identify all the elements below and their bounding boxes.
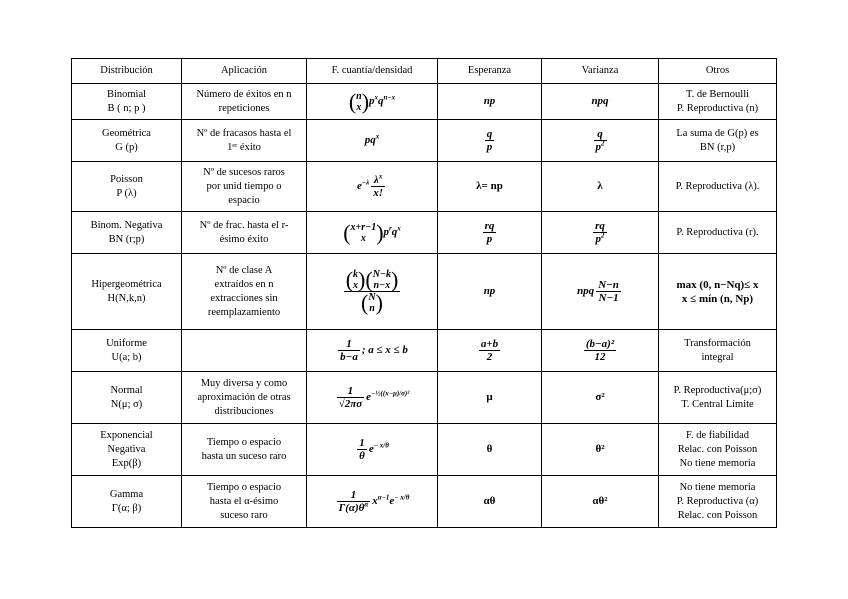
table-row-poisson bbox=[72, 162, 777, 212]
formula-cell: ( k x ) ( N−k n−x ) ( N n ) bbox=[307, 254, 438, 330]
esperanza-cell: αθ bbox=[438, 476, 542, 528]
otros-cell: La suma de G(p) es BN (r,p) bbox=[659, 120, 777, 162]
dist-cell: Binom. Negativa BN (r;p) bbox=[72, 212, 182, 254]
header-funcion: F. cuantía/densidad bbox=[307, 59, 438, 84]
formula-cell: $\frac{1}{b-a}$ ; a ≤ x ≤ b bbox=[307, 330, 438, 372]
formula-cell: ( n x ) $p^xq^{n-x}$ bbox=[307, 84, 438, 120]
varianza-cell: λ bbox=[542, 162, 659, 212]
otros-cell: P. Reproductiva (λ). bbox=[659, 162, 777, 212]
dist-cell: Geométrica G (p) bbox=[72, 120, 182, 162]
esperanza-cell: np bbox=[438, 84, 542, 120]
app-cell: Tiempo o espacio hasta un suceso raro bbox=[182, 424, 307, 476]
table-row-binom-negativa bbox=[72, 212, 777, 254]
otros-cell: max (0, n−Nq)≤ x x ≤ mín (n, Np) bbox=[659, 254, 777, 330]
dist-cell: Gamma Γ(α; β) bbox=[72, 476, 182, 528]
esperanza-cell: $\frac{q}{p}$ bbox=[438, 120, 542, 162]
table-row-exponencial bbox=[72, 424, 777, 476]
varianza-cell: npq bbox=[542, 84, 659, 120]
varianza-cell: npq $\frac{N-n}{N-1}$ bbox=[542, 254, 659, 330]
dist-cell: Poisson P (λ) bbox=[72, 162, 182, 212]
app-cell: Nº de sucesos raros por unid tiempo o espacio bbox=[182, 162, 307, 212]
esperanza-cell: λ= np bbox=[438, 162, 542, 212]
table-row-gamma bbox=[72, 476, 777, 528]
app-cell: Número de éxitos en n repeticiones bbox=[182, 84, 307, 120]
formula-cell: $\frac{1}{\theta}$ $e^{- x/\theta}$ bbox=[307, 424, 438, 476]
varianza-cell: θ² bbox=[542, 424, 659, 476]
varianza-cell: $\frac{q}{p^2}$ bbox=[542, 120, 659, 162]
esperanza-cell: θ bbox=[438, 424, 542, 476]
table-row-binomial bbox=[72, 84, 777, 120]
esperanza-cell: μ bbox=[438, 372, 542, 424]
dist-cell: Exponencial Negativa Exp(β) bbox=[72, 424, 182, 476]
otros-cell: Transformación integral bbox=[659, 330, 777, 372]
varianza-cell: $\frac{\text{(b−a)²}}{12}$ bbox=[542, 330, 659, 372]
table-row-geometrica bbox=[72, 120, 777, 162]
dist-cell: Uniforme U(a; b) bbox=[72, 330, 182, 372]
otros-cell: No tiene memoria P. Reproductiva (α) Relac. con Poisson bbox=[659, 476, 777, 528]
varianza-cell: σ² bbox=[542, 372, 659, 424]
distribution-table bbox=[71, 58, 777, 528]
otros-cell: P. Reproductiva (r). bbox=[659, 212, 777, 254]
formula-cell: $\frac{1}{\Gamma(\alpha)\theta^\alpha}$ $x^{\alpha-1}e^{- x/\theta}$ bbox=[307, 476, 438, 528]
varianza-cell: $\frac{rq}{p^2}$ bbox=[542, 212, 659, 254]
header-otros: Otros bbox=[659, 59, 777, 84]
app-cell: Nº de fracasos hasta el 1ᵉʳ éxito bbox=[182, 120, 307, 162]
app-cell: Muy diversa y como aproximación de otras distribuciones bbox=[182, 372, 307, 424]
app-cell: Nº de clase A extraídos en n extracciones sin reemplazamiento bbox=[182, 254, 307, 330]
esperanza-cell: np bbox=[438, 254, 542, 330]
formula-cell: $pq^x$ bbox=[307, 120, 438, 162]
table-row-hipergeometrica bbox=[72, 254, 777, 330]
app-cell: Nº de frac. hasta el r- ésimo éxito bbox=[182, 212, 307, 254]
app-cell bbox=[182, 330, 307, 372]
esperanza-cell: $\frac{rq}{p}$ bbox=[438, 212, 542, 254]
formula-cell: ( x+r−1 x ) $p^rq^x$ bbox=[307, 212, 438, 254]
otros-cell: P. Reproductiva(μ;σ) T. Central Límite bbox=[659, 372, 777, 424]
header-row bbox=[72, 59, 777, 84]
header-esperanza: Esperanza bbox=[438, 59, 542, 84]
otros-cell: F. de fiabilidad Relac. con Poisson No tiene memoria bbox=[659, 424, 777, 476]
dist-cell: Hipergeométrica H(N,k,n) bbox=[72, 254, 182, 330]
header-aplicacion: Aplicación bbox=[182, 59, 307, 84]
otros-cell: T. de Bernoulli P. Reproductiva (n) bbox=[659, 84, 777, 120]
esperanza-cell: $\frac{a+b}{2}$ bbox=[438, 330, 542, 372]
table-row-uniforme bbox=[72, 330, 777, 372]
formula-cell: $e^{-\lambda}$ $\frac{\lambda^x}{x!}$ bbox=[307, 162, 438, 212]
table-row-normal bbox=[72, 372, 777, 424]
formula-cell: $\frac{1}{√2\pi\sigma}$ $e^{-\frac{1}{2}((x-\mu)/\sigma)^2}$ bbox=[307, 372, 438, 424]
varianza-cell: αθ² bbox=[542, 476, 659, 528]
dist-cell: Binomial B ( n; p ) bbox=[72, 84, 182, 120]
dist-cell: Normal N(μ; σ) bbox=[72, 372, 182, 424]
app-cell: Tiempo o espacio hasta el α-ésimo suceso raro bbox=[182, 476, 307, 528]
header-distribucion: Distribución bbox=[72, 59, 182, 84]
header-varianza: Varianza bbox=[542, 59, 659, 84]
